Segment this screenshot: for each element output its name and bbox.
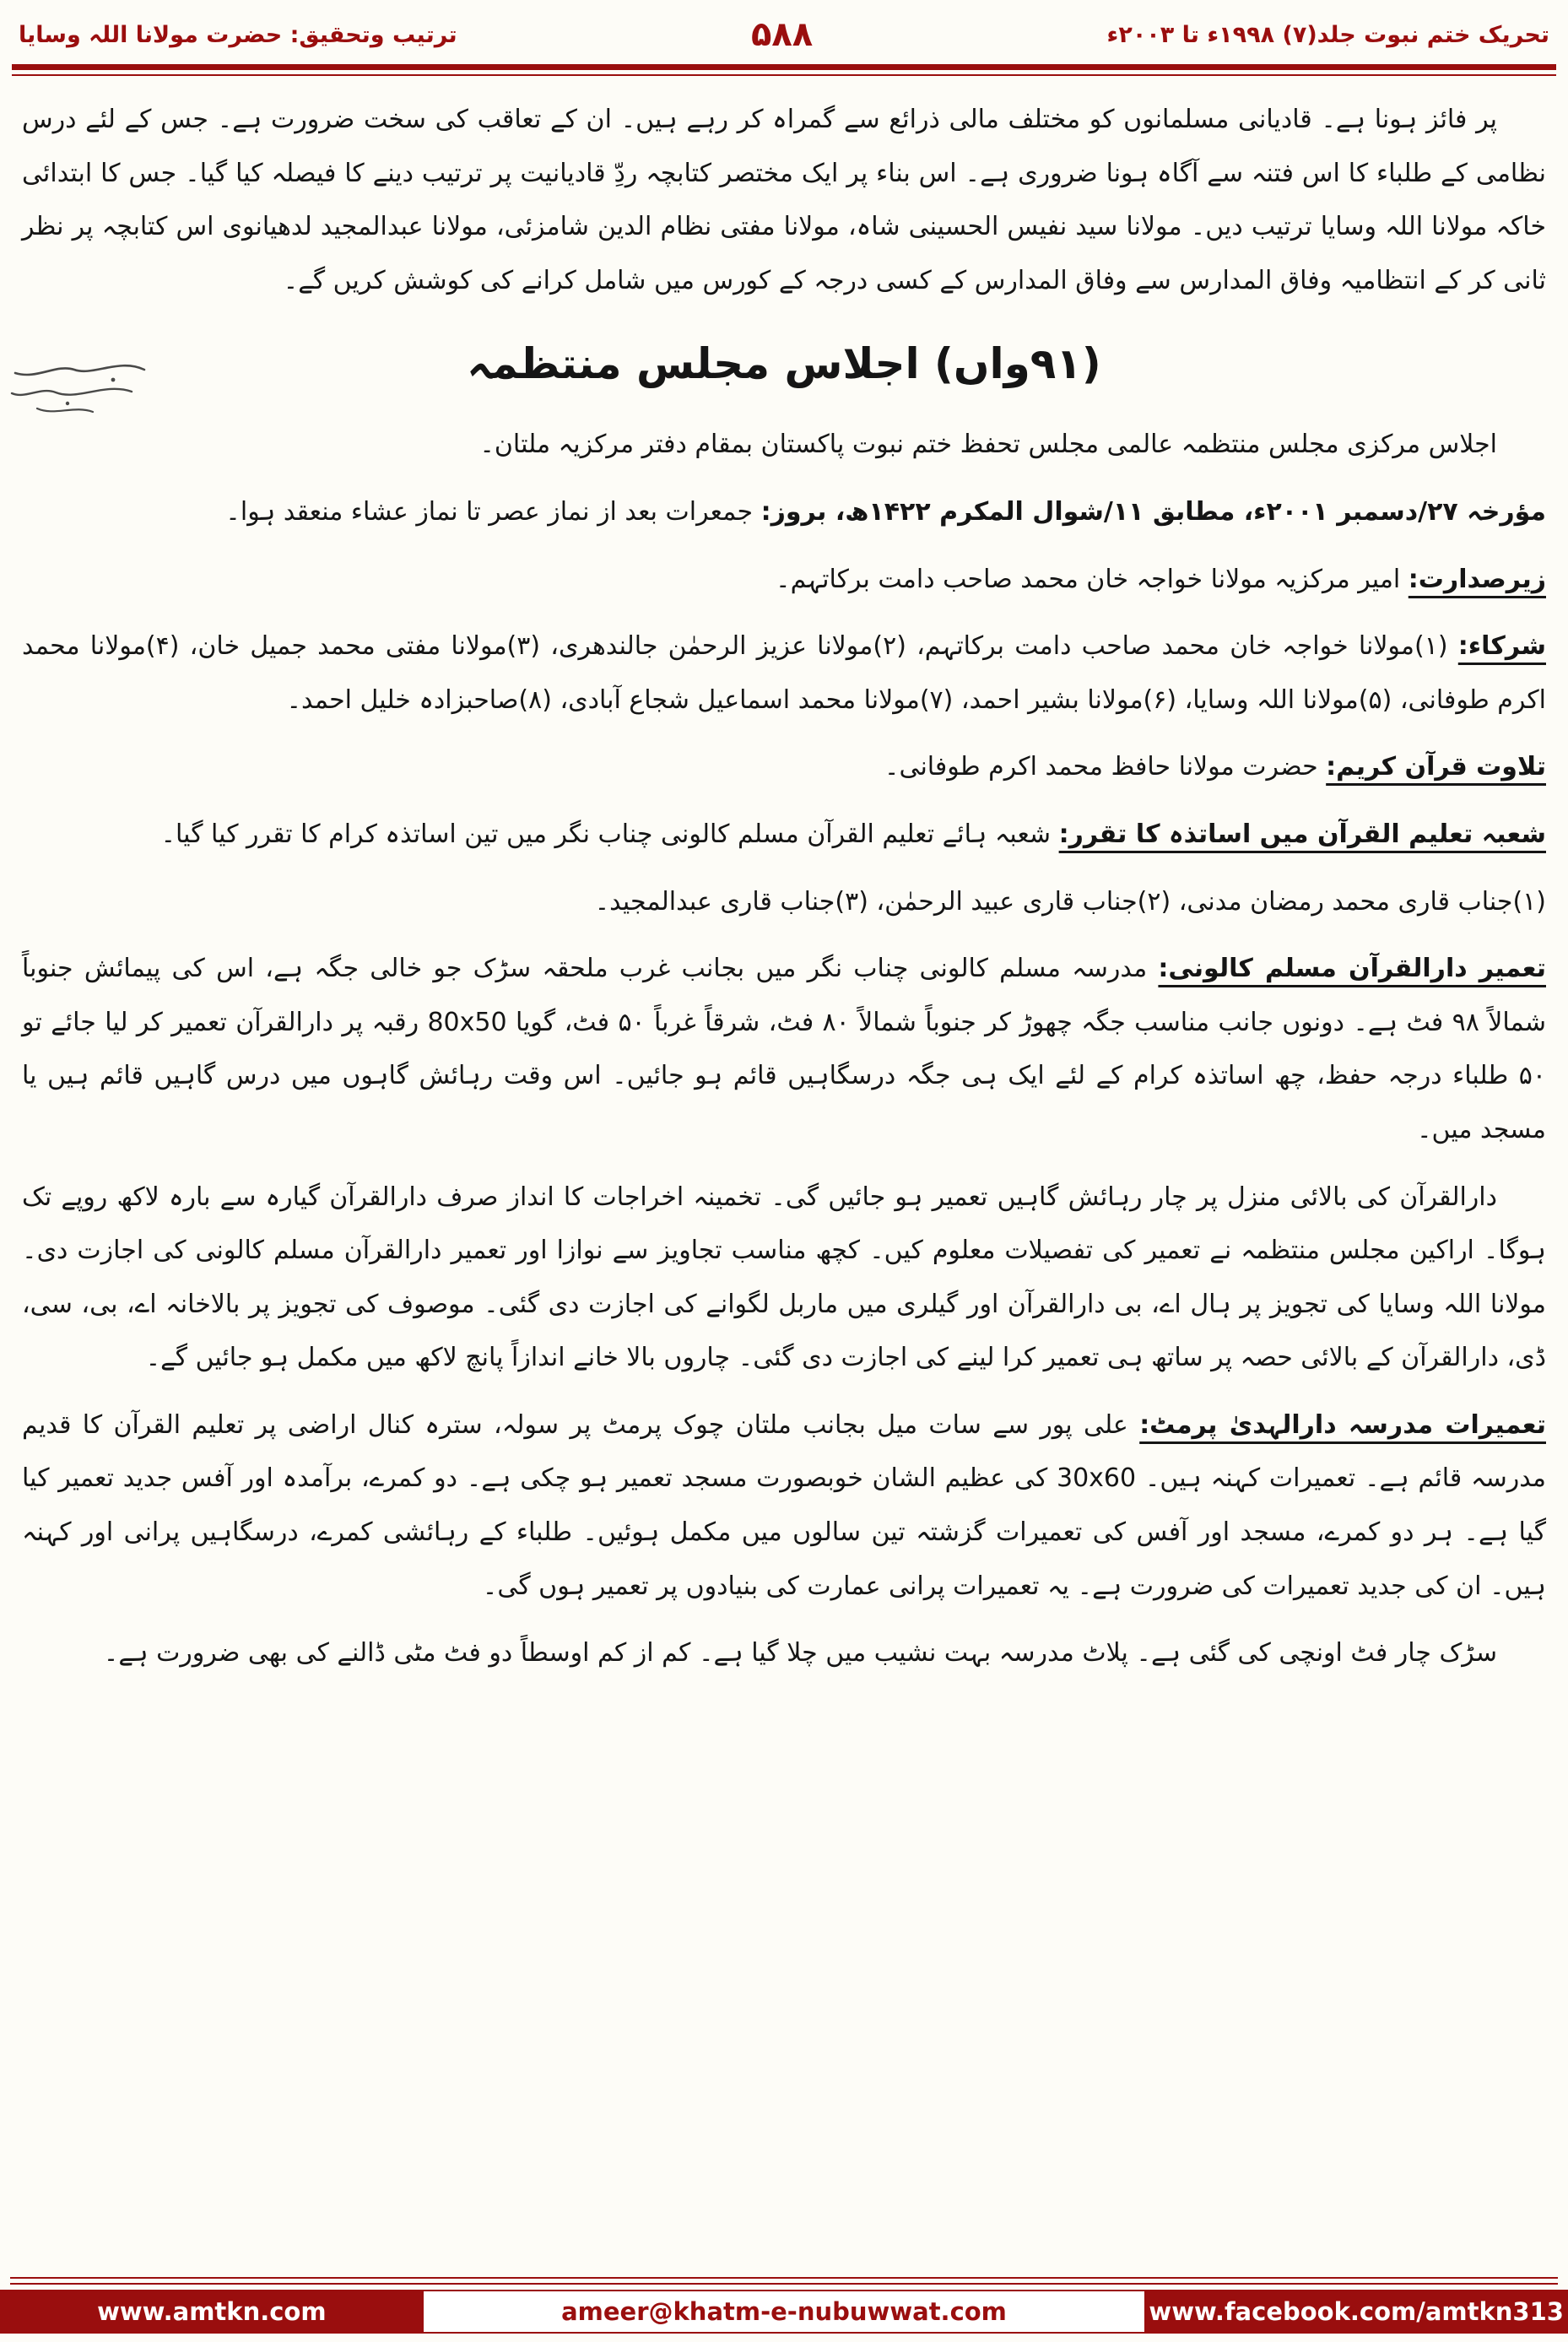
section-participants-text: (۱)مولانا خواجہ خان محمد صاحب دامت برکاتہم، (۲)مولانا عزیز الرحمٰن جالندھری، (۳)مولانا مفتی محمد جمیل خان، (۴)مولانا محمد اکرم طوفانی، (۵)مولانا اللہ وسایا، (۶)مولانا بشیر احمد، (۷)مولانا محمد اسماعیل شجاع آبادی، (۸)صاحبزادہ خلیل احمد۔ — [22, 631, 1546, 715]
page-footer — [0, 2277, 1568, 2342]
section-teacher-appointments-label: شعبہ تعلیم القرآن میں اساتذہ کا تقرر: — [1058, 819, 1546, 849]
section-teacher-appointments — [22, 808, 1546, 862]
closing-paragraph: سڑک چار فٹ اونچی کی گئی ہے۔ پلاٹ مدرسہ بہت نشیب میں چلا گیا ہے۔ کم از کم اوسطاً دو فٹ مٹی ڈالنے کی بھی ضرورت ہے۔ — [103, 1638, 1497, 1669]
section-chairmanship — [22, 553, 1546, 607]
meeting-date-line — [22, 485, 1546, 539]
section-construction-darul-quran — [22, 942, 1546, 1156]
section-construction-label: تعمیر دارالقرآن مسلم کالونی: — [1158, 954, 1546, 984]
footer-bar — [0, 2290, 1568, 2334]
meeting-date-rest: جمعرات بعد از نماز عصر تا نماز عشاء منعقد ہوا۔ — [225, 496, 754, 527]
page-number: ۵۸۸ — [750, 15, 814, 54]
section-permit-text: علی پور سے سات میل بجانب ملتان چوک پرمٹ پر سولہ، سترہ کنال اراضی پر تعلیم القرآن کا قدیم مدرسہ قائم ہے۔ تعمیرات کہنہ ہیں۔ 30x60 کی عظیم الشان خوبصورت مسجد تعمیر ہو چکی ہے۔ دو کمرے، برآمدہ اور آفس جدید تعمیر کیا گیا ہے۔ ہر دو کمرے، مسجد اور آفس کی تعمیرات گزشتہ تین سالوں میں مکمل ہوئیں۔ طلباء کے رہائشی کمرے، درسگاہیں پرانی اور کہنہ ہیں۔ ان کی جدید تعمیرات کی ضرورت ہے۔ یہ تعمیرات پرانی عمارت کی بنیادوں پر تعمیر ہوں گی۔ — [22, 1409, 1547, 1601]
construction-details-paragraph: دارالقرآن کی بالائی منزل پر چار رہائش گاہیں تعمیر ہو جائیں گی۔ تخمینہ اخراجات کا انداز صرف دارالقرآن گیارہ سے بارہ لاکھ روپے تک ہوگا۔ اراکین مجلس منتظمہ نے تعمیر کی تفصیلات معلوم کیں۔ کچھ مناسب تجاویز سے نوازا اور تعمیر دارالقرآن مسلم کالونی کی اجازت دی۔ مولانا اللہ وسایا کی تجویز پر ہال اے، بی دارالقرآن اور گیلری میں ماربل لگوانے کی اجازت دی گئی۔ موصوف کی تجویز پر بالاخانہ اے، بی، سی، ڈی، دارالقرآن کے بالائی حصہ پر ساتھ ہی تعمیر کرا لینے کی اجازت دی گئی۔ چاروں بالا خانے اندازاً پانچ لاکھ میں مکمل ہو جائیں گے۔ — [22, 1182, 1546, 1373]
section-tilawat-label: تلاوت قرآن کریم: — [1326, 752, 1546, 782]
meeting-date-bold: مؤرخہ ۲۷/دسمبر ۲۰۰۱ء، مطابق ۱۱/شوال المکرم ۱۴۲۲ھ، بروز: — [760, 496, 1546, 527]
section-teacher-appointments-text: شعبہ ہائے تعلیم القرآن مسلم کالونی چناب نگر میں تین اساتذہ کرام کا تقرر کیا گیا۔ — [160, 819, 1052, 849]
intro-paragraph: پر فائز ہونا ہے۔ قادیانی مسلمانوں کو مختلف مالی ذرائع سے گمراہ کر رہے ہیں۔ ان کے تعاقب کی سخت ضرورت ہے۔ جس کے لئے درس نظامی کے طلباء کا اس فتنہ سے آگاہ ہونا ضروری ہے۔ اس بناء پر ایک مختصر کتابچہ ردِّ قادیانیت پر ترتیب دینے کا فیصلہ کیا گیا۔ جس کا ابتدائی خاکہ مولانا اللہ وسایا ترتیب دیں۔ مولانا سید نفیس الحسینی شاہ، مولانا مفتی نظام الدین شامزئی، مولانا عبدالمجید لدھیانوی اس کتابچہ پر نظر ثانی کر کے انتظامیہ وفاق المدارس سے وفاق المدارس کے کسی درجہ کے کورس میں شامل کرانے کی کوشش کریں گے۔ — [22, 105, 1546, 295]
footer-divider-rule — [10, 2277, 1558, 2285]
header-volume-title: تحریک ختم نبوت جلد(۷) ۱۹۹۸ء تا ۲۰۰۳ء — [1106, 21, 1549, 48]
section-tilawat-text: حضرت مولانا حافظ محمد اکرم طوفانی۔ — [884, 752, 1318, 782]
header-compiler-credit: ترتیب وتحقیق: حضرت مولانا اللہ وسایا — [19, 21, 457, 48]
footer-facebook: www.facebook.com/amtkn313 — [1144, 2291, 1568, 2332]
footer-website: www.amtkn.com — [0, 2291, 424, 2332]
section-construction-text: مدرسہ مسلم کالونی چناب نگر میں بجانب غرب ملحقہ سڑک جو خالی جگہ ہے، اس کی پیمائش جنوباً شمالاً ۹۸ فٹ ہے۔ دونوں جانب مناسب جگہ چھوڑ کر جنوباً شمالاً ۸۰ فٹ، شرقاً غرباً ۵۰ فٹ، گویا 80x50 رقبہ پر دارالقرآن تعمیر کر لیا جائے تو ۵۰ طلباء درجہ حفظ، چھ اساتذہ کرام کے لئے ایک ہی جگہ درسگاہیں قائم ہو جائیں۔ اس وقت رہائش گاہوں میں درس گاہیں قائم ہیں یا مسجد میں۔ — [22, 954, 1547, 1144]
meeting-venue-line: اجلاس مرکزی مجلس منتظمہ عالمی مجلس تحفظ ختم نبوت پاکستان بمقام دفتر مرکزیہ ملتان۔ — [479, 430, 1497, 460]
section-madrassa-darul-huda-permit — [22, 1398, 1546, 1613]
page-body — [0, 76, 1568, 1702]
section-participants — [22, 619, 1546, 727]
qari-list-line: (۱)جناب قاری محمد رمضان مدنی، (۲)جناب قاری عبید الرحمٰن، (۳)جناب قاری عبدالمجید۔ — [594, 886, 1546, 917]
session-heading: (۹۱واں) اجلاس مجلس منتظمہ — [467, 339, 1101, 389]
section-permit-label: تعمیرات مدرسہ دارالہدیٰ پرمٹ: — [1139, 1409, 1546, 1440]
page-header — [0, 7, 1568, 64]
header-divider-rule — [12, 64, 1556, 76]
section-chairmanship-text: امیر مرکزیہ مولانا خواجہ خان محمد صاحب دامت برکاتہم۔ — [776, 564, 1401, 594]
handwritten-signature — [5, 354, 157, 445]
section-tilawat — [22, 740, 1546, 794]
footer-email: ameer@khatm-e-nubuwwat.com — [424, 2291, 1145, 2332]
section-chairmanship-label: زیرصدارت: — [1408, 564, 1546, 594]
section-participants-label: شرکاء: — [1457, 631, 1546, 662]
